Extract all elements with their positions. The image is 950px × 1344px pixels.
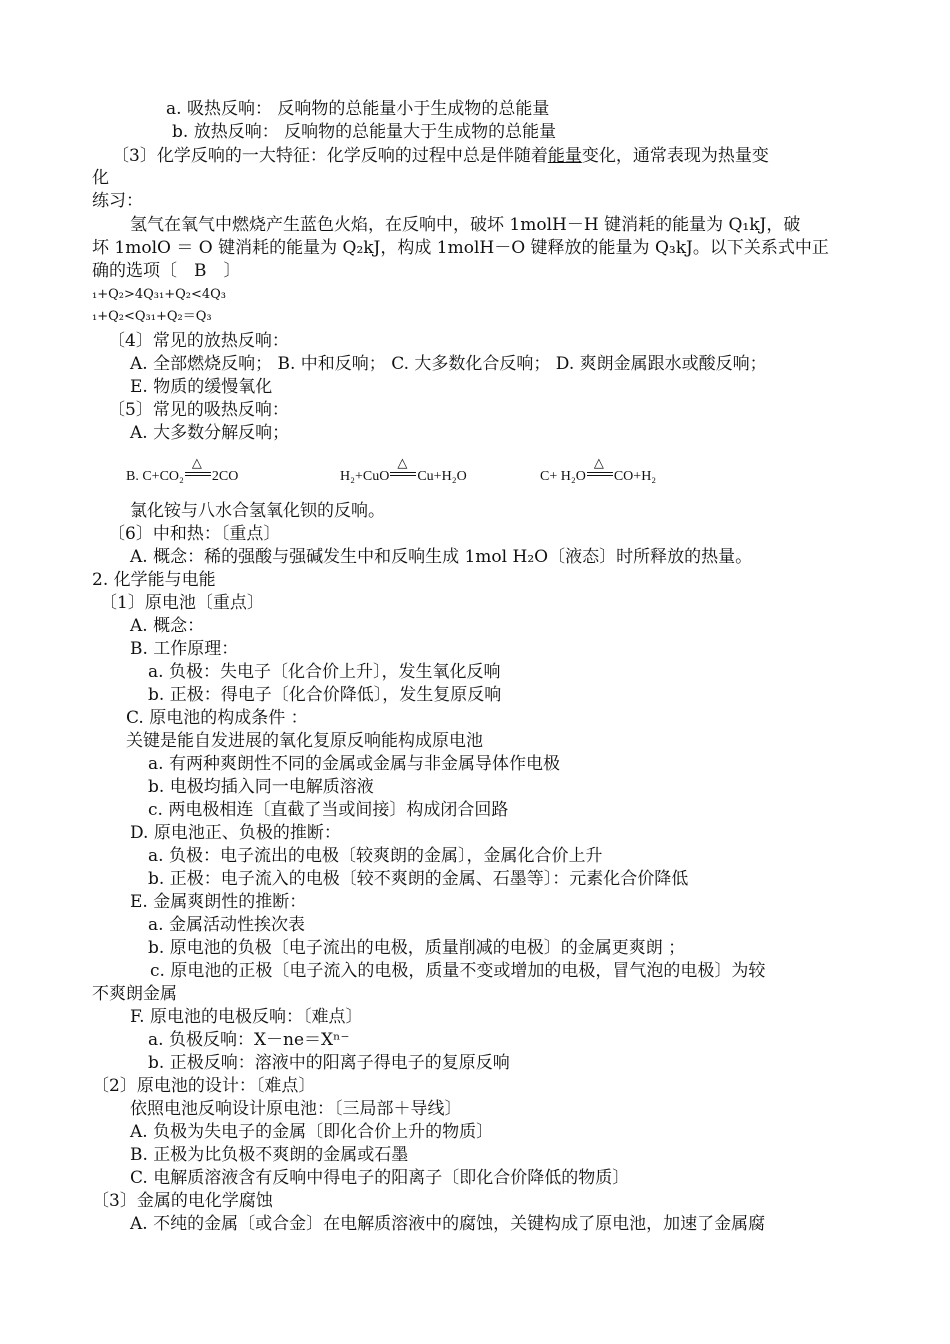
equation-3 [540,455,657,488]
text-line: a. 吸热反响： 反响物的总能量小于生成物的总能量 [166,99,550,119]
text-line: F. 原电池的电极反响：〔难点〕 [130,1007,363,1027]
equation-right: CO+H₂ [613,469,657,484]
text-line: 确的选项〔 B 〕 [92,261,241,281]
text-line: 〔3〕金属的电化学腐蚀 [92,1191,273,1211]
text-line: 不爽朗金属 [92,984,177,1004]
text-line: 氢气在氧气中燃烧产生蓝色火焰，在反响中，破坏 1molH－H 键消耗的能量为 Q₁kJ，破 [130,215,801,235]
text-line: 〔4〕常见的放热反响： [108,331,289,351]
text-line: b. 原电池的负极〔电子流出的电极，质量削减的电极〕的金属更爽朗 ； [148,938,686,958]
heat-arrow-icon [185,455,211,480]
text-span: 变化，通常表现为热量变 [581,146,769,166]
equation-right: 2CO [211,469,239,484]
text-line: E. 物质的缓慢氧化 [130,377,273,397]
equation-left: C+ H₂O [540,469,586,484]
text-line: C. 电解质溶液含有反响中得电子的阳离子〔即化合价降低的物质〕 [130,1168,630,1188]
text-line: a. 负极反响：X－ne＝Xⁿ⁻ [148,1030,350,1050]
text-line: D. 原电池正、负极的推断： [130,823,341,843]
text-line: b. 正极反响：溶液中的阳离子得电子的复原反响 [148,1053,510,1073]
text-line: 〔1〕原电池〔重点〕 [100,593,264,613]
option-line: ₁+Q₂>4Q₃₁+Q₂<4Q₃ [92,287,227,302]
text-line: A. 概念：稀的强酸与强碱发生中和反响生成 1mol H₂O〔液态〕时所释放的热量。 [130,547,753,567]
delta-symbol: △ [191,455,202,470]
text-line: 〔2〕原电池的设计：〔难点〕 [92,1076,316,1096]
heat-arrow-icon [587,455,613,480]
heat-arrow-icon [390,455,416,480]
text-line: B. 正极为比负极不爽朗的金属或石墨 [130,1145,409,1165]
option-line: ₁+Q₂<Q₃₁+Q₂＝Q₃ [92,309,212,324]
delta-symbol: △ [397,455,408,470]
text-line: b. 放热反响： 反响物的总能量大于生成物的总能量 [172,122,557,142]
equation-right: Cu+H₂O [417,469,467,484]
text-line: 氯化铵与八水合氢氧化钡的反响。 [130,501,385,521]
text-line: 练习： [92,191,143,211]
equation-1 [126,455,239,488]
equation-2 [340,455,467,488]
text-line: A. 概念： [130,616,205,636]
underlined-term: 能量 [547,146,582,166]
text-line: 依照电池反响设计原电池：〔三局部＋导线〕 [130,1099,462,1119]
text-line: c. 两电极相连〔直截了当或间接〕构成闭合回路 [148,800,509,820]
text-line: 关键是能自发进展的氧化复原反响能构成原电池 [126,731,483,751]
text-line: c. 原电池的正极〔电子流入的电极，质量不变或增加的电极，冒气泡的电极〕为较 [150,961,766,981]
text-line: 坏 1molO ＝ O 键消耗的能量为 Q₂kJ，构成 1molH－O 键释放的能量为 Q₃kJ。以下关系式中正 [92,238,829,258]
text-line: A. 大多数分解反响； [130,423,290,443]
text-line: B. 工作原理： [130,639,239,659]
text-line: A. 全部燃烧反响； B. 中和反响； C. 大多数化合反响； D. 爽朗金属跟水或酸反响； [130,354,767,374]
text-line: A. 负极为失电子的金属〔即化合价上升的物质〕 [130,1122,494,1142]
text-line: 化 [92,168,109,188]
text-line: A. 不纯的金属〔或合金〕在电解质溶液中的腐蚀，关键构成了原电池，加速了金属腐 [130,1214,766,1234]
delta-symbol: △ [593,455,604,470]
text-line: a. 负极：电子流出的电极〔较爽朗的金属〕，金属化合价上升 [148,846,603,866]
text-line: a. 负极：失电子〔化合价上升〕，发生氧化反响 [148,662,501,682]
text-line: 〔5〕常见的吸热反响： [108,400,289,420]
text-line: b. 正极：得电子〔化合价降低〕，发生复原反响 [148,685,502,705]
equation-left: H₂+CuO [340,469,390,484]
text-line: 〔6〕中和热：〔重点〕 [108,524,281,544]
text-line: a. 金属活动性挨次表 [148,915,305,935]
text-line: C. 原电池的构成条件 ： [126,708,308,728]
text-line: b. 正极：电子流入的电极〔较不爽朗的金属、石墨等〕：元素化合价降低 [148,869,689,889]
text-line: E. 金属爽朗性的推断： [130,892,307,912]
text-line: a. 有两种爽朗性不同的金属或金属与非金属导体作电极 [148,754,560,774]
text-span: 〔3〕化学反响的一大特征：化学反响的过程中总是伴随着 [112,146,548,166]
equation-left: B. C+CO₂ [126,469,184,484]
section-heading: 2. 化学能与电能 [92,570,216,590]
text-line [112,145,769,167]
text-line: b. 电极均插入同一电解质溶液 [148,777,374,797]
